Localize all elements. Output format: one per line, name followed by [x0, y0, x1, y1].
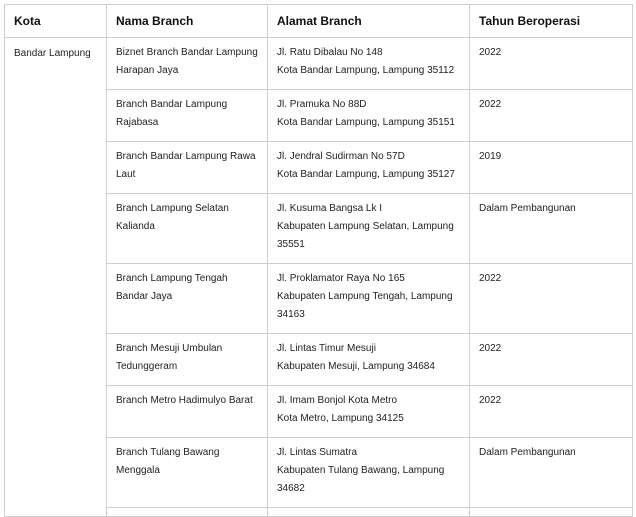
header-kota: Kota	[5, 5, 107, 38]
branch-name-cell: Branch Lampung Tengah Bandar Jaya	[107, 264, 268, 334]
year-cell: 2022	[470, 264, 633, 334]
branch-address-cell	[268, 90, 470, 142]
branch-address-cell	[268, 264, 470, 334]
address-line: Kota Bandar Lampung, Lampung 35112	[277, 65, 455, 76]
branch-name-cell: Branch Bandar Lampung Rawa Laut	[107, 142, 268, 194]
address-line: Kota Metro, Lampung 34125	[277, 413, 404, 424]
branch-address-cell	[268, 386, 470, 438]
year-cell: Dalam Pembangunan	[470, 194, 633, 264]
empty-cell	[470, 508, 633, 517]
address-line: Kabupaten Lampung Selatan, Lampung 35551	[277, 221, 454, 250]
year-cell: Dalam Pembangunan	[470, 438, 633, 508]
branch-name-cell: Biznet Branch Bandar Lampung Harapan Jaya	[107, 38, 268, 90]
branch-address-cell	[268, 194, 470, 264]
branch-name-cell: Branch Bandar Lampung Rajabasa	[107, 90, 268, 142]
branch-name-cell: Branch Tulang Bawang Menggala	[107, 438, 268, 508]
address-line: Jl. Kusuma Bangsa Lk I	[277, 203, 383, 214]
branch-name-cell: Branch Lampung Selatan Kalianda	[107, 194, 268, 264]
year-cell: 2022	[470, 90, 633, 142]
city-cell: Bandar Lampung	[5, 38, 107, 517]
address-line: Jl. Pramuka No 88D	[277, 99, 367, 110]
branch-name-cell: Branch Metro Hadimulyo Barat	[107, 386, 268, 438]
header-nama-branch: Nama Branch	[107, 5, 268, 38]
branch-address-cell	[268, 438, 470, 508]
table-row	[5, 38, 633, 90]
year-cell: 2022	[470, 38, 633, 90]
branch-address-cell	[268, 142, 470, 194]
address-line: Kabupaten Tulang Bawang, Lampung 34682	[277, 465, 445, 494]
table-header-row	[5, 5, 633, 38]
address-line: Kabupaten Mesuji, Lampung 34684	[277, 361, 435, 372]
year-cell: 2019	[470, 142, 633, 194]
year-cell: 2022	[470, 334, 633, 386]
address-line: Kabupaten Lampung Tengah, Lampung 34163	[277, 291, 453, 320]
address-line: Jl. Lintas Sumatra	[277, 447, 358, 458]
address-line: Kota Bandar Lampung, Lampung 35127	[277, 169, 455, 180]
header-alamat-branch: Alamat Branch	[268, 5, 470, 38]
branch-name-cell: Branch Mesuji Umbulan Tedunggeram	[107, 334, 268, 386]
empty-cell	[107, 508, 268, 517]
branch-address-cell	[268, 38, 470, 90]
header-tahun-beroperasi: Tahun Beroperasi	[470, 5, 633, 38]
address-line: Jl. Imam Bonjol Kota Metro	[277, 395, 398, 406]
year-cell: 2022	[470, 386, 633, 438]
branch-table	[4, 4, 633, 517]
address-line: Jl. Proklamator Raya No 165	[277, 273, 405, 284]
address-line: Jl. Lintas Timur Mesuji	[277, 343, 376, 354]
branch-address-cell	[268, 334, 470, 386]
address-line: Jl. Jendral Sudirman No 57D	[277, 151, 405, 162]
address-line: Kota Bandar Lampung, Lampung 35151	[277, 117, 455, 128]
empty-cell	[268, 508, 470, 517]
address-line: Jl. Ratu Dibalau No 148	[277, 47, 383, 58]
